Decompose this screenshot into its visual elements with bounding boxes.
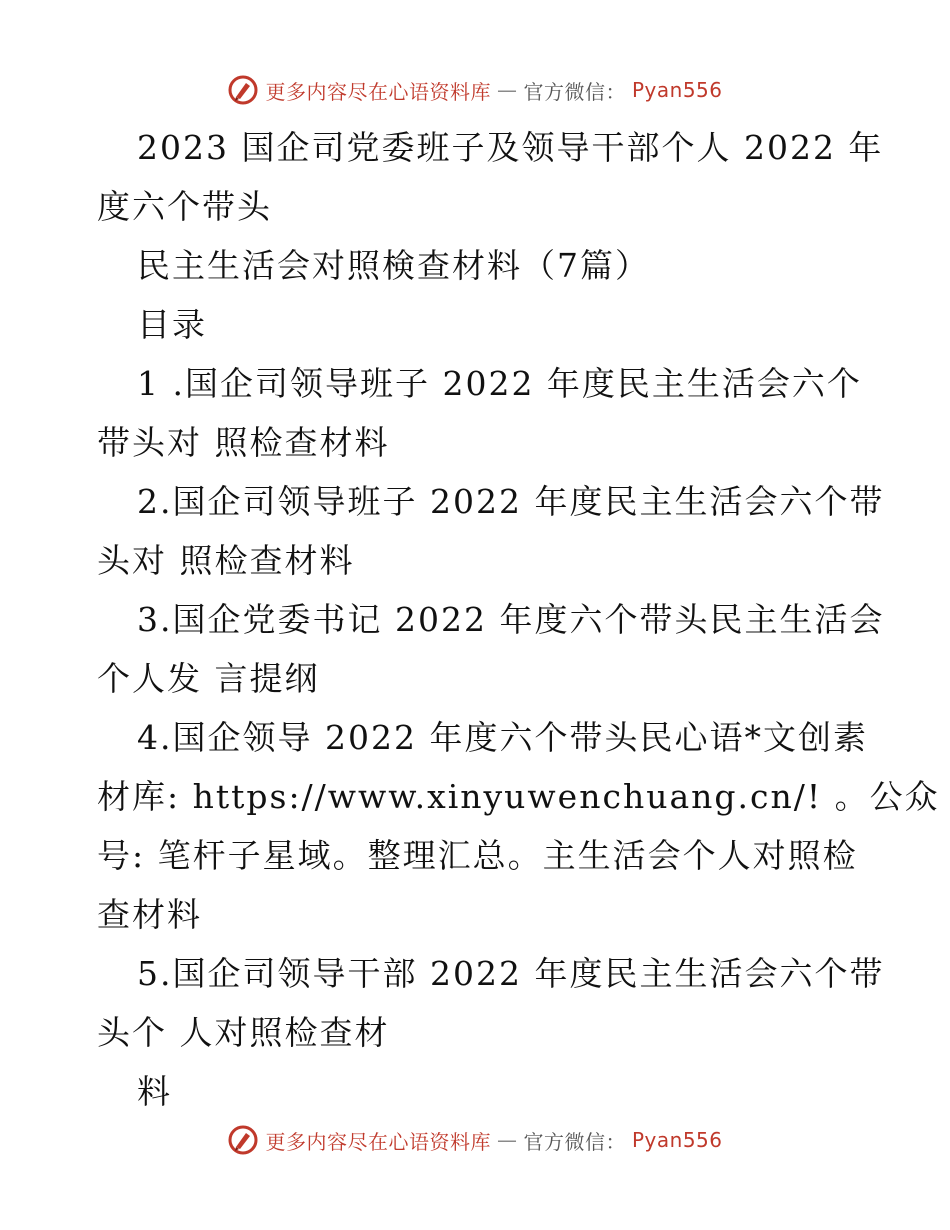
document-line: 材库: https://www.xinyuwenchuang.cn/! 。公众 xyxy=(97,777,940,816)
document-line: 带头对 照检查材料 xyxy=(97,423,390,462)
document-line: 查材料 xyxy=(97,895,202,934)
header-banner xyxy=(0,70,950,110)
document-line: 民主生活会对照検查材料（7篇） xyxy=(137,246,650,285)
banner-content xyxy=(227,1124,722,1156)
document-line: 2023 国企司党委班子及领导干部个人 2022 年 xyxy=(137,128,884,167)
pen-logo-icon xyxy=(227,74,259,106)
document-line: 头对 照检查材料 xyxy=(97,541,355,580)
pen-logo-icon xyxy=(227,1124,259,1156)
document-line: 头个 人对照检查材 xyxy=(97,1013,390,1052)
banner-official-label: 官方微信： xyxy=(523,1129,626,1154)
footer-banner xyxy=(0,1120,950,1160)
document-line: 1 .国企司领导班子 2022 年度民主生活会六个 xyxy=(137,364,862,403)
banner-wechat-id: Pyan556 xyxy=(631,1128,723,1152)
banner-wechat-id: Pyan556 xyxy=(631,78,723,102)
document-line: 4.国企领导 2022 年度六个带头民心语*文创素 xyxy=(137,718,868,757)
document-line: 3.国企党委书记 2022 年度六个带头民主生活会 xyxy=(137,600,885,639)
banner-content xyxy=(227,74,722,106)
banner-dash: — xyxy=(496,78,518,102)
document-line: 度六个带头 xyxy=(97,187,272,226)
document-body xyxy=(97,118,940,1121)
document-line: 个人发 言提纲 xyxy=(97,659,320,698)
banner-official-label: 官方微信： xyxy=(523,79,626,104)
document-line: 5.国企司领导干部 2022 年度民主生活会六个带 xyxy=(137,954,885,993)
document-line: 料 xyxy=(137,1072,172,1111)
banner-slogan: 更多内容尽在心语资料库 xyxy=(265,1129,491,1154)
banner-dash: — xyxy=(496,1128,518,1152)
document-line: 号: 笔杆子星域。整理汇总。主生活会个人对照检 xyxy=(97,836,858,875)
document-line: 2.国企司领导班子 2022 年度民主生活会六个带 xyxy=(137,482,885,521)
banner-slogan: 更多内容尽在心语资料库 xyxy=(265,79,491,104)
document-line: 目录 xyxy=(137,305,207,344)
